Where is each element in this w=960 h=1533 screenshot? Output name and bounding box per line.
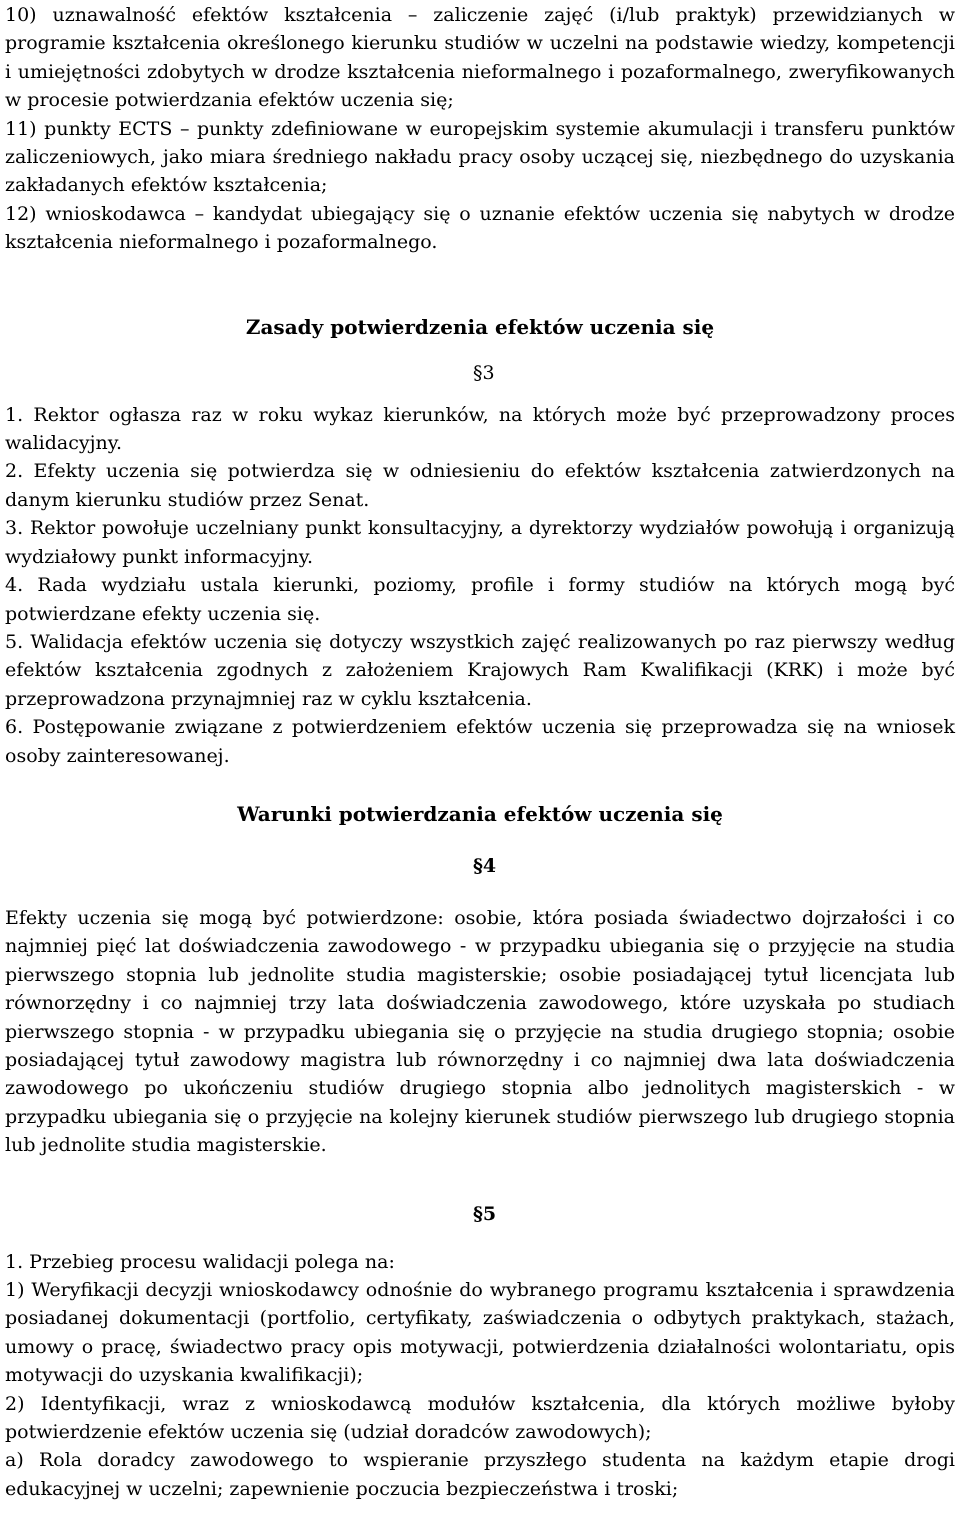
definition-10: 10) uznawalność efektów kształcenia – zaliczenie zajęć (i/lub praktyk) przewidzianych w programie kształcenia określonego kierunku studiów w uczelni na podstawie wiedzy, kompetencji i umiejętności zdobytych w drodze kształcenia nieformalnego i pozaformalnego, zweryfikowanych w procesie potwierdzania efektów uczenia się;: [5, 4, 955, 112]
section-5-item-1: 1. Przebieg procesu walidacji polega na:: [5, 1250, 395, 1273]
definition-12: 12) wnioskodawca – kandydat ubiegający się o uznanie efektów uczenia się nabytych w drodze kształcenia nieformalnego i pozaformalnego.: [5, 202, 955, 254]
section-5-items: [5, 1248, 955, 1504]
definition-11: 11) punkty ECTS – punkty zdefiniowane w europejskim systemie akumulacji i transferu punktów zaliczeniowych, jako miara średniego nakładu pracy osoby uczącej się, niezbędnego do uzyskania zakładanych efektów kształcenia;: [5, 117, 955, 197]
document-page: [5, 1, 955, 1503]
section-4-paragraph: Efekty uczenia się mogą być potwierdzone: osobie, która posiada świadectwo dojrzałości i co najmniej pięć lat doświadczenia zawodowego - w przypadku ubiegania się o przyjęcie na studia pierwszego stopnia lub jednolite studia magisterskie; osobie posiadającej tytuł licencjata lub równorzędny i co najmniej trzy lata doświadczenia zawodowego, które uzyskała po studiach pierwszego stopnia - w przypadku ubiegania się o przyjęcie na studia drugiego stopnia; osobie posiadającej tytuł zawodowy magistra lub równorzędny i co najmniej dwa lata doświadczenia zawodowego po ukończeniu studiów drugiego stopnia albo jednolitych magisterskich - w przypadku ubiegania się o przyjęcie na kolejny kierunek studiów pierwszego lub drugiego stopnia lub jednolite studia magisterskie.: [5, 906, 955, 1157]
section-4: [5, 800, 955, 1160]
definitions-list: [5, 1, 955, 257]
section-3-heading: Zasady potwierdzenia efektów uczenia się: [245, 314, 715, 339]
section-4-number: §4: [473, 854, 497, 877]
section-5-item-1-2: 2) Identyfikacji, wraz z wnioskodawcą modułów kształcenia, dla których możliwe byłoby potwierdzenie efektów uczenia się (udział doradców zawodowych);: [5, 1392, 955, 1444]
section-3-item-3: 3. Rektor powołuje uczelniany punkt konsultacyjny, a dyrektorzy wydziałów powołują i organizują wydziałowy punkt informacyjny.: [5, 517, 955, 568]
section-5-number: §5: [473, 1202, 497, 1225]
section-3-item-6: 6. Postępowanie związane z potwierdzeniem efektów uczenia się przeprowadza się na wniosek osoby zainteresowanej.: [5, 716, 955, 767]
section-3-item-1: 1. Rektor ogłasza raz w roku wykaz kierunków, na których może być przeprowadzony proces walidacyjny.: [5, 403, 955, 455]
section-5-item-1-a: a) Rola doradcy zawodowego to wspieranie przyszłego studenta na każdym etapie drogi edukacyjnej w uczelni; zapewnienie poczucia bezpieczeństwa i troski;: [5, 1449, 955, 1500]
section-3: [5, 313, 955, 770]
section-3-items: [5, 401, 955, 770]
section-5: [5, 1200, 955, 1504]
section-3-item-4: 4. Rada wydziału ustala kierunki, poziomy, profile i formy studiów na których mogą być potwierdzane efekty uczenia się.: [5, 574, 955, 625]
section-3-item-2: 2. Efekty uczenia się potwierdza się w odniesieniu do efektów kształcenia zatwierdzonych na danym kierunku studiów przez Senat.: [5, 460, 955, 511]
section-3-number: §3: [473, 361, 495, 384]
section-3-item-5: 5. Walidacja efektów uczenia się dotyczy wszystkich zajęć realizowanych po raz pierwszy według efektów kształcenia zgodnych z założeniem Krajowych Ram Kwalifikacji (KRK) i może być przeprowadzona przynajmniej raz w cyklu kształcenia.: [5, 630, 955, 710]
section-5-item-1-1: 1) Weryfikacji decyzji wnioskodawcy odnośnie do wybranego programu kształcenia i sprawdzenia posiadanej dokumentacji (portfolio, certyfikaty, zaświadczenia o odbytych praktykach, stażach, umowy o pracę, świadectwo pracy opis motywacji, potwierdzenia działalności wolontariatu, opis motywacji do uzyskania kwalifikacji);: [5, 1279, 955, 1387]
section-4-heading: Warunki potwierdzania efektów uczenia się: [237, 801, 723, 826]
